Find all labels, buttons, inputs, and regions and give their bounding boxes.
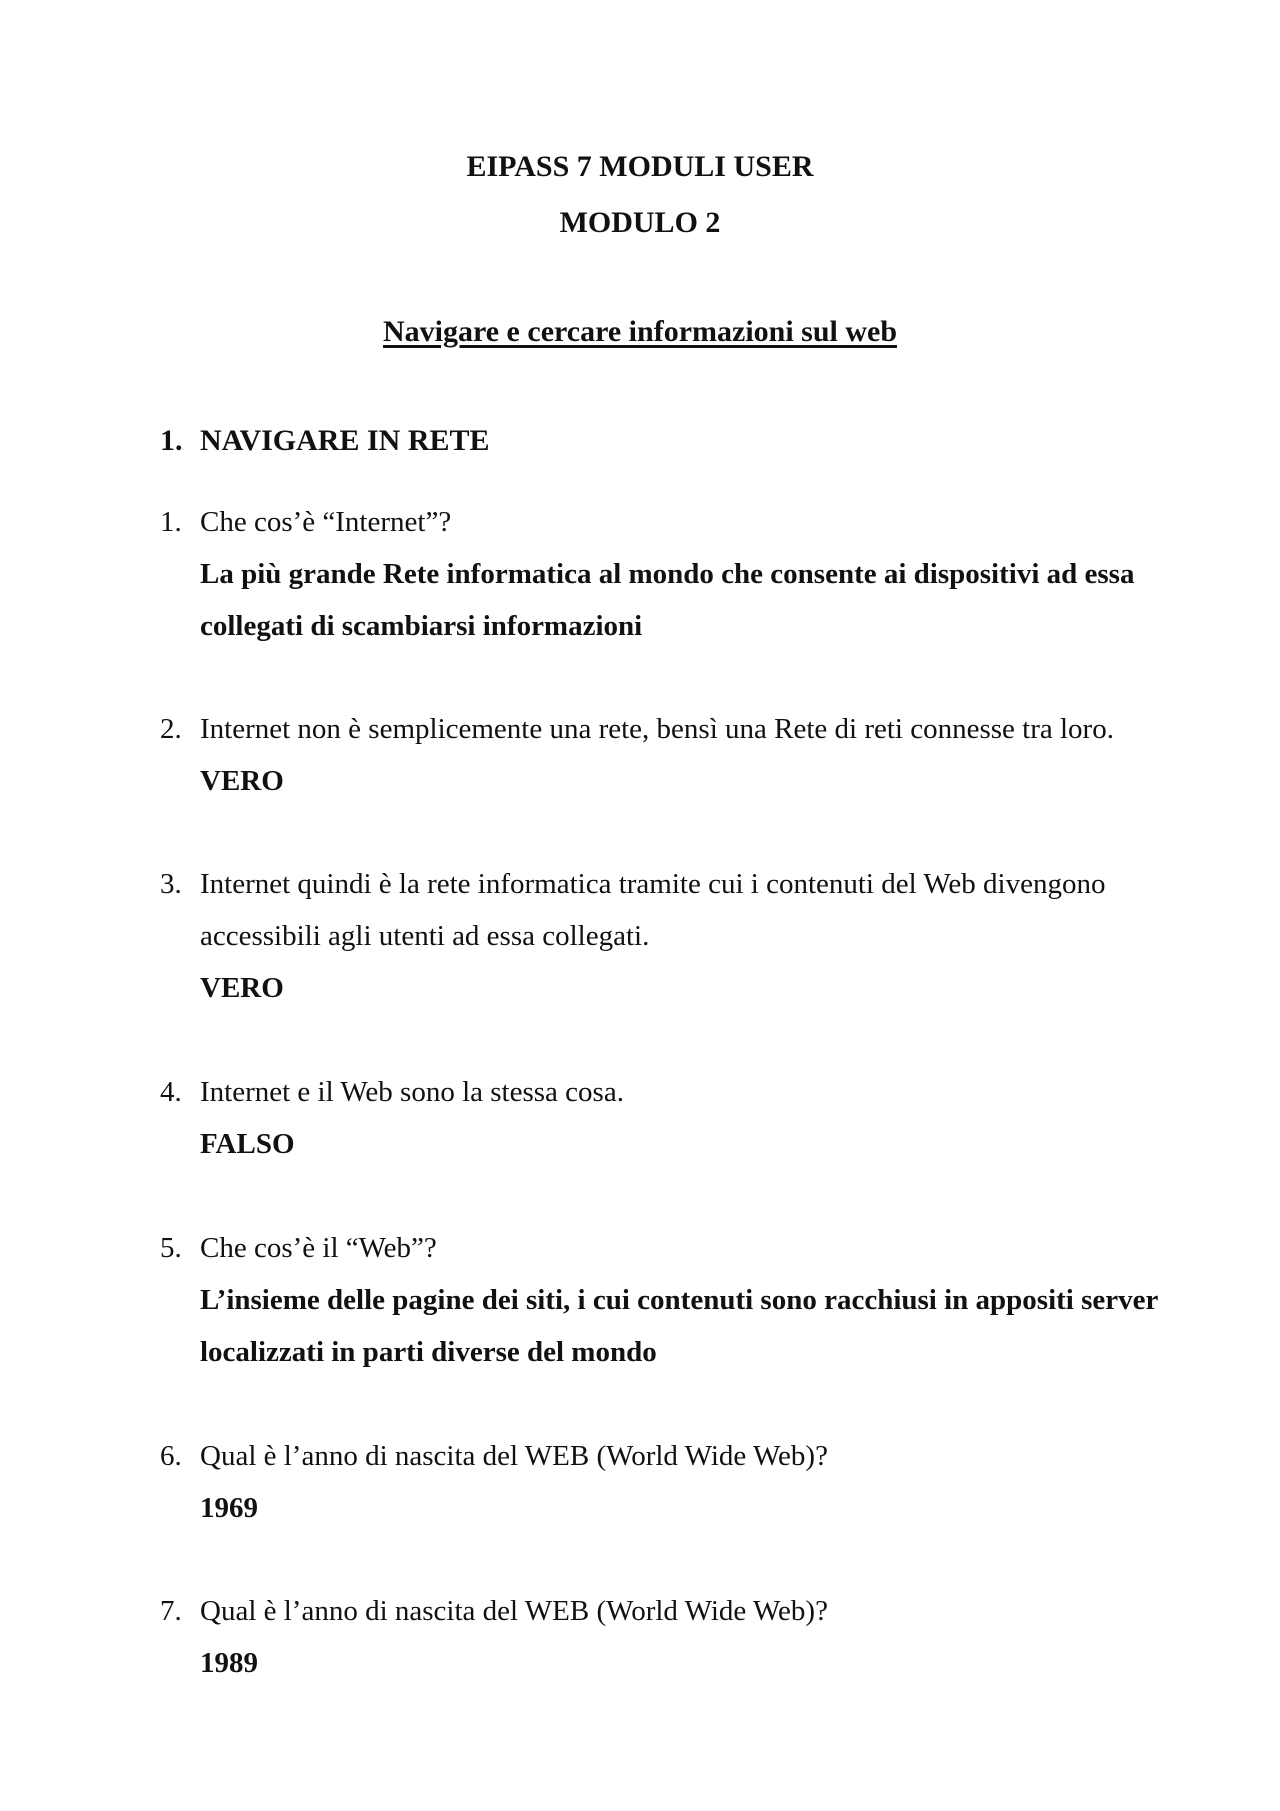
section-heading [160, 424, 490, 458]
question-text [160, 1430, 1170, 1482]
question-number: 2. [160, 713, 182, 745]
answer-text: VERO [200, 765, 284, 797]
answer-text: La più grande Rete informatica al mondo che consente ai dispositivi ad essa collegati di scambiarsi informazioni [200, 558, 1135, 642]
module-title: MODULO 2 [559, 206, 721, 239]
document-subtitle: Navigare e cercare informazioni sul web [382, 315, 898, 348]
question-text [160, 1585, 1170, 1637]
answer-text: 1989 [200, 1647, 258, 1679]
question-label: Qual è l’anno di nascita del WEB (World Wide Web)? [200, 1595, 828, 1627]
question-item-2 [160, 703, 1170, 807]
question-item-5 [160, 1222, 1170, 1378]
question-text [160, 1066, 1170, 1118]
question-label: Qual è l’anno di nascita del WEB (World Wide Web)? [200, 1440, 828, 1472]
question-item-1 [160, 496, 1170, 652]
question-item-3 [160, 858, 1170, 1014]
question-label: Internet quindi è la rete informatica tramite cui i contenuti del Web divengono accessibili agli utenti ad essa collegati. [200, 868, 1106, 952]
question-label: Internet e il Web sono la stessa cosa. [200, 1076, 624, 1108]
question-label: Internet non è semplicemente una rete, bensì una Rete di reti connesse tra loro. [200, 713, 1114, 745]
question-number: 5. [160, 1232, 182, 1264]
question-number: 6. [160, 1440, 182, 1472]
answer-text: L’insieme delle pagine dei siti, i cui contenuti sono racchiusi in appositi server localizzati in parti diverse del mondo [200, 1284, 1158, 1368]
answer-text: FALSO [200, 1128, 295, 1160]
question-number: 1. [160, 506, 182, 538]
section-title: NAVIGARE IN RETE [200, 424, 490, 457]
question-text [160, 703, 1170, 755]
question-label: Che cos’è “Internet”? [200, 506, 452, 538]
answer-text: VERO [200, 972, 284, 1004]
question-item-4 [160, 1066, 1170, 1170]
document-title: EIPASS 7 MODULI USER [466, 150, 814, 183]
question-item-6 [160, 1430, 1170, 1534]
question-number: 4. [160, 1076, 182, 1108]
section-number: 1. [160, 424, 183, 457]
question-text [160, 1222, 1170, 1274]
question-text [160, 858, 1170, 962]
question-text [160, 496, 1170, 548]
question-label: Che cos’è il “Web”? [200, 1232, 437, 1264]
answer-text: 1969 [200, 1492, 258, 1524]
question-item-7 [160, 1585, 1170, 1689]
question-number: 3. [160, 868, 182, 900]
question-number: 7. [160, 1595, 182, 1627]
